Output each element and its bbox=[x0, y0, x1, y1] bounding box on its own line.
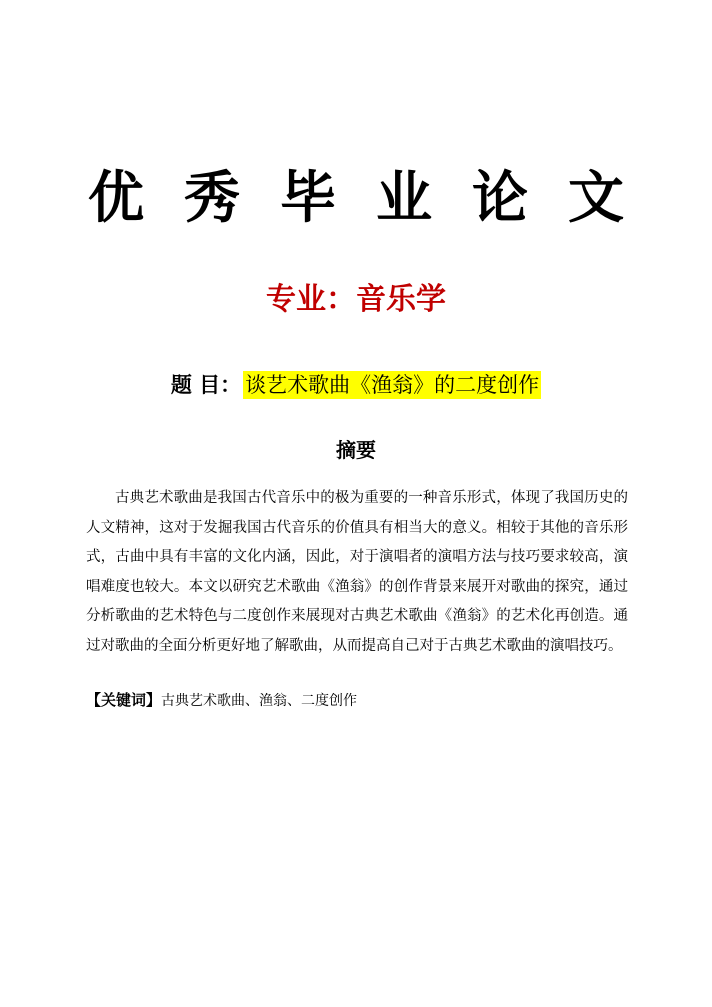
topic-value: 谈艺术歌曲《渔翁》的二度创作 bbox=[245, 373, 540, 397]
abstract-heading: 摘要 bbox=[336, 438, 376, 462]
topic-line bbox=[0, 368, 712, 402]
document-title: 优秀毕业论文 bbox=[88, 165, 664, 231]
keywords-value: 古典艺术歌曲、渔翁、二度创作 bbox=[161, 693, 358, 709]
keywords-line bbox=[86, 686, 628, 715]
abstract-body: 古典艺术歌曲是我国古代音乐中的极为重要的一种音乐形式，体现了我国历史的人文精神，这对于发掘我国古代音乐的价值具有相当大的意义。相较于其他的音乐形式，古曲中具有丰富的文化内涵，因此，对于演唱者的演唱方法与技巧要求较高，演唱难度也较大。本文以研究艺术歌曲《渔翁》的创作背景来展开对歌曲的探究，通过分析歌曲的艺术特色与二度创作来展现对古典艺术歌曲《渔翁》的艺术化再创造。通过对歌曲的全面分析更好地了解歌曲，从而提高自己对于古典艺术歌曲的演唱技巧。 bbox=[86, 490, 628, 654]
topic-label: 题 目： bbox=[170, 372, 242, 397]
major-line: 专业：音乐学 bbox=[266, 282, 446, 317]
keywords-label: 【关键词】 bbox=[86, 691, 162, 709]
